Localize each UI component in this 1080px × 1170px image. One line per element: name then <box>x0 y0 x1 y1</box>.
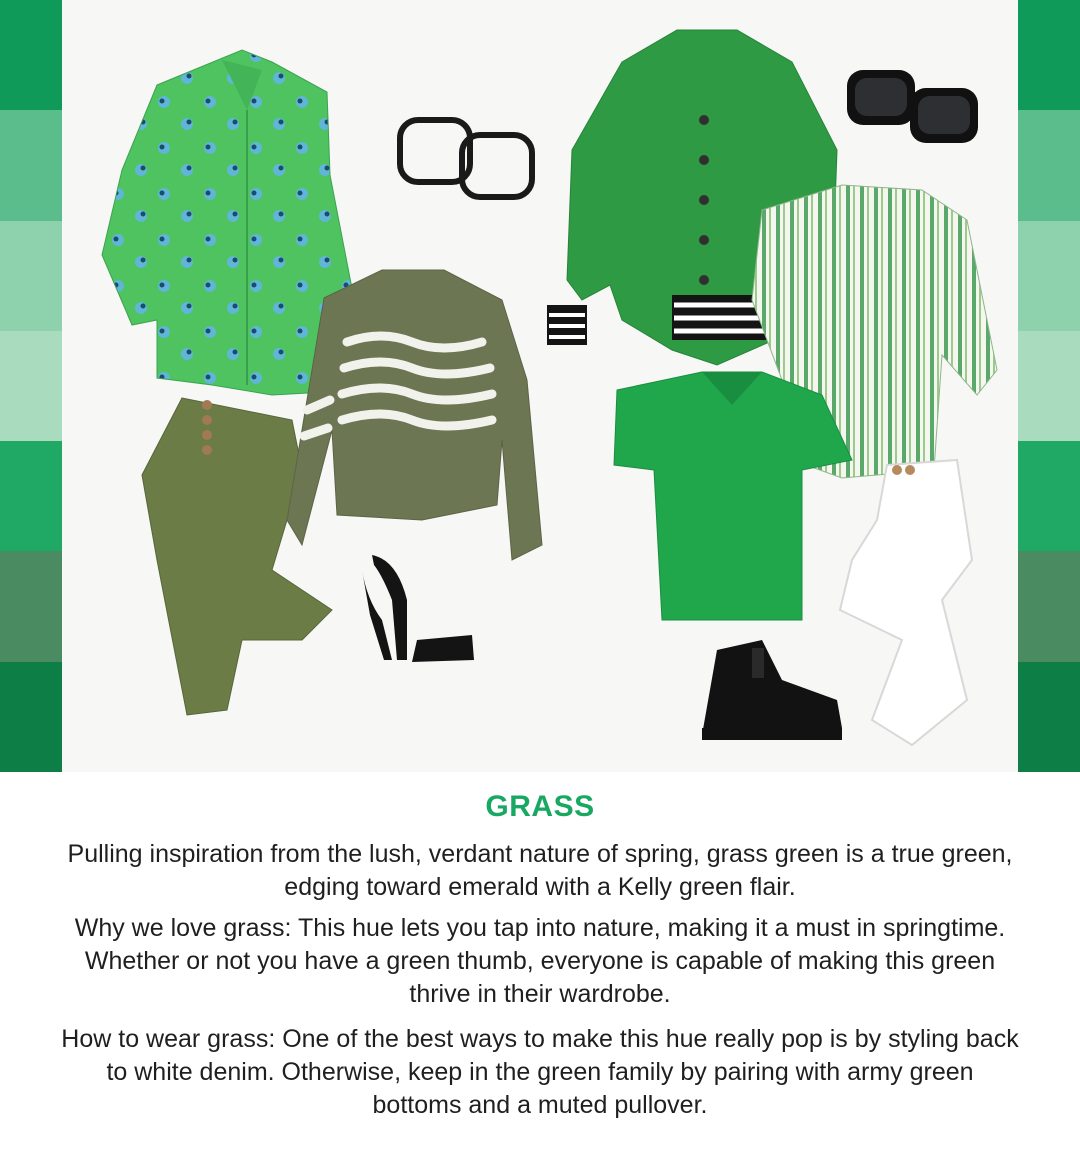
how-text: One of the best ways to make this hue really pop is by styling back to white denim. Otherwise, keep in the green family by pairing with army green bottoms and a muted pullover. <box>106 1025 1019 1119</box>
green-v-neck-tee <box>614 372 852 620</box>
swatch <box>0 110 62 220</box>
left-swatch-strip <box>0 0 62 772</box>
article-caption <box>0 790 1080 1130</box>
olive-striped-sweater <box>287 270 542 560</box>
why-text: This hue lets you tap into nature, making it a must in springtime. Whether or not you have a green thumb, everyone is capable of making this green thrive in their wardrobe. <box>84 914 1006 1008</box>
swatch <box>1018 221 1080 331</box>
swatch <box>1018 662 1080 772</box>
white-jeans <box>840 460 972 745</box>
swatch <box>0 331 62 441</box>
page-title: GRASS <box>485 790 595 823</box>
swatch <box>0 551 62 661</box>
how-paragraph <box>60 1023 1020 1122</box>
black-sunglasses <box>847 70 978 143</box>
swatch <box>1018 0 1080 110</box>
intro-paragraph: Pulling inspiration from the lush, verdant nature of spring, grass green is a true green, edging toward emerald with a Kelly green flair. <box>67 840 1013 901</box>
black-chelsea-boots <box>702 640 842 740</box>
black-platform-heels <box>362 555 474 662</box>
how-label: How to wear grass: <box>61 1025 276 1053</box>
swatch <box>0 0 62 110</box>
clear-square-glasses <box>400 120 532 197</box>
why-paragraph <box>65 912 1015 1011</box>
swatch <box>0 662 62 772</box>
outfit-collage-art <box>62 0 1018 772</box>
right-swatch-strip <box>1018 0 1080 772</box>
swatch <box>1018 441 1080 551</box>
swatch <box>1018 110 1080 220</box>
swatch <box>0 441 62 551</box>
why-label: Why we love grass: <box>74 914 292 942</box>
swatch <box>1018 331 1080 441</box>
outfit-collage <box>62 0 1018 772</box>
swatch <box>0 221 62 331</box>
swatch <box>1018 551 1080 661</box>
